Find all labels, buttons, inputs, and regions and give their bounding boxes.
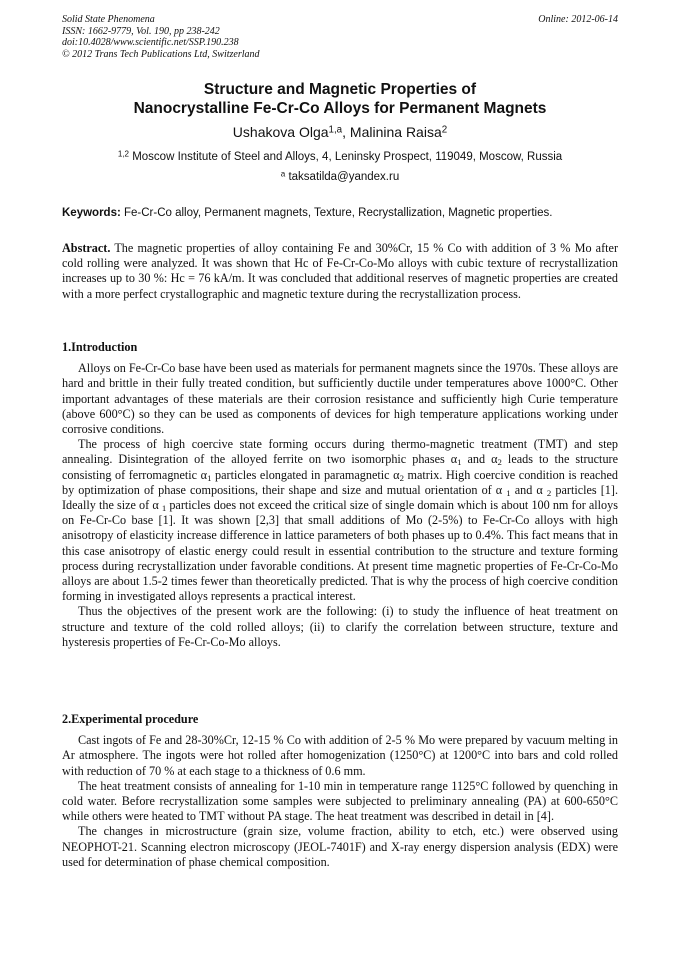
author-1-affil: 1,a — [328, 124, 343, 136]
email-marker: a — [280, 169, 286, 179]
intro-heading: 1.Introduction — [62, 340, 138, 354]
paper-title — [62, 80, 618, 118]
abstract-label: Abstract. — [62, 241, 111, 255]
intro-paragraph-1: Alloys on Fe-Cr-Co base have been used as materials for permanent magnets since the 1970s. These alloys are hard and brittle in their fully treated condition, but sufficiently ductile under temperatures above 1000°C. Other important advantages of these materials are their corrosion resistance and sufficiently high Curie temperature (above 600°C) so they can be used as components of devices for high temperature applications working under corrosive conditions. — [62, 361, 618, 437]
experimental-paragraph-3: The changes in microstructure (grain size, volume fraction, ability to etch, etc.) were observed using NEOPHOT-21. Scanning electron microscopy (JEOL-7401F) and X-ray energy dispersion analysis (EDX) were used for determination of phase chemical composition. — [62, 824, 618, 869]
experimental-heading: 2.Experimental procedure — [62, 712, 199, 726]
doi-line: doi:10.4028/www.scientific.net/SSP.190.238 — [62, 37, 239, 48]
keywords-text: Fe-Cr-Co alloy, Permanent magnets, Texture, Recrystallization, Magnetic properties. — [124, 207, 553, 219]
copyright-line: © 2012 Trans Tech Publications Ltd, Switzerland — [62, 48, 260, 60]
experimental-paragraph-2: The heat treatment consists of annealing for 1-10 min in temperature range 1125°C followed by quenching in cold water. Before recrystallization some samples were subjected to preliminary annealing (PA) at 600-650°C while others were heated to TMT without PA stage. The heat treatment was described in detail in [4]. — [62, 778, 618, 824]
journal-name: Solid State Phenomena — [62, 14, 155, 25]
author-separator: , — [342, 124, 350, 140]
author-1: Ushakova Olga — [232, 124, 329, 140]
intro-paragraph-2: The process of high coercive state forming occurs during thermo-magnetic treatment (TMT) and step annealing. Disintegration of the alloyed ferrite on two isomorphic phases $\alpha_1$ and $\alpha_2$ leads to the structure consisting of ferromagnetic $\alpha_1$ particles elongated in paramagnetic $\alpha_2$ matrix. High coercive condition is reached by optimization of phase compositions, their shape and size and mutual orientation of α $_1$ and α $_2$ particles [1]. Ideally the size of α $_1$ particles does not exceed the critical size of single domain which is about 100 nm for alloys on Fe-Cr-Co base [1]. It was shown [2,3] that small additions of Mo (2-5%) to Fe-Cr-Co alloys with high anisotropy of elasticity increase difference in lattice parameters of both phases up to 0.4%. This fact means that in this case anisotropy of elastic energy could result in essential contribution to the structure and texture forming process during recrystallization under favorable conditions. At present time magnetic properties of Fe-Cr-Co-Mo alloys are about 1.5-2 times fewer than theoretically predicted. That is why the process of high coercive condition forming in investigated alloys represents a practical interest. — [62, 437, 619, 604]
abstract-text: The magnetic properties of alloy containing Fe and 30%Cr, 15 % Co with addition of 3 % Mo after cold rolling were analyzed. It was shown that Hc of Fe-Cr-Co-Mo alloys with cubic texture of recrystallization increases up to 30 %: Hc = 76 kA/m. It was concluded that additional reserves of magnetic properties are created with a more perfect crystallographic and magnetic texture during the recrystallization process. — [62, 241, 619, 301]
contact-email — [62, 170, 618, 184]
affiliation-text: Moscow Institute of Steel and Alloys, 4, Leninsky Prospect, 119049, Moscow, Russia — [132, 151, 563, 163]
title-line-2: Nanocrystalline Fe-Cr-Co Alloys for Permanent Magnets — [133, 100, 547, 117]
section-experimental — [62, 712, 618, 870]
affiliation — [62, 150, 618, 164]
abstract — [62, 241, 618, 302]
affiliation-marker: 1,2 — [117, 149, 129, 159]
title-line-1: Structure and Magnetic Properties of — [203, 81, 477, 98]
experimental-paragraph-1: Cast ingots of Fe and 28-30%Cr, 12-15 % Co with addition of 2-5 % Mo were prepared by vacuum melting in Ar atmosphere. The ingots were hot rolled after homogenization (1250°C) at 1200°C into bars and cold rolled with reduction of 70 % at each stage to a thickness of 0.6 mm. — [62, 733, 618, 778]
keywords-label: Keywords: — [62, 207, 121, 219]
email-address[interactable]: taksatilda@yandex.ru — [288, 171, 400, 183]
journal-header — [62, 14, 618, 60]
author-list — [62, 123, 618, 141]
intro-paragraph-3: Thus the objectives of the present work are the following: (i) to study the influence of heat treatment on structure and texture of the cold rolled alloys; (ii) to clarify the correlation between structure, texture and hysteresis properties of Fe-Cr-Co-Mo alloys. — [62, 604, 618, 649]
online-date: Online: 2012-06-14 — [538, 14, 618, 25]
issn-line: ISSN: 1662-9779, Vol. 190, pp 238-242 — [62, 25, 220, 37]
section-introduction — [62, 340, 618, 650]
keywords — [62, 206, 618, 220]
author-2: Malinina Raisa — [349, 124, 442, 140]
author-2-affil: 2 — [441, 124, 448, 136]
